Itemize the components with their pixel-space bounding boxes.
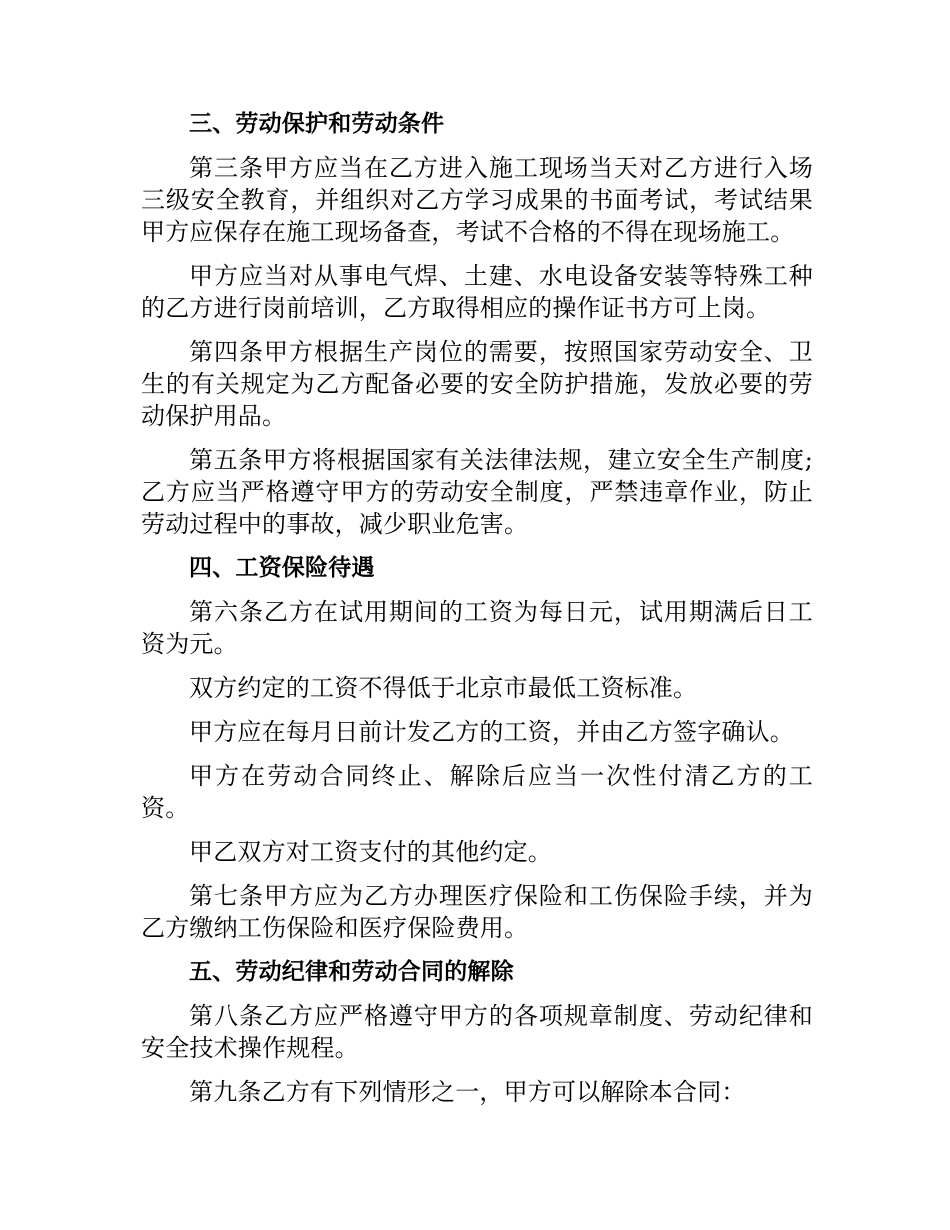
paragraph-article-8: 第八条乙方应严格遵守甲方的各项规章制度、劳动纪律和安全技术操作规程。	[141, 1002, 813, 1062]
paragraph-article-7: 第七条甲方应为乙方办理医疗保险和工伤保险手续，并为乙方缴纳工伤保险和医疗保险费用。	[141, 882, 813, 942]
document-page	[141, 108, 813, 1120]
section-heading-labor-protection: 三、劳动保护和劳动条件	[189, 111, 445, 137]
paragraph-final-pay: 甲方在劳动合同终止、解除后应当一次性付清乙方的工资。	[141, 762, 813, 822]
paragraph-special-training: 甲方应当对从事电气焊、土建、水电设备安装等特殊工种的乙方进行岗前培训，乙方取得相应的操作证书方可上岗。	[141, 262, 813, 322]
paragraph-article-5: 第五条甲方将根据国家有关法律法规，建立安全生产制度;乙方应当严格遵守甲方的劳动安全制度，严禁违章作业，防止劳动过程中的事故，减少职业危害。	[141, 446, 813, 538]
paragraph-article-3: 第三条甲方应当在乙方进入施工现场当天对乙方进行入场三级安全教育，并组织对乙方学习成果的书面考试，考试结果甲方应保存在施工现场备查，考试不合格的不得在现场施工。	[141, 154, 813, 246]
paragraph-article-6: 第六条乙方在试用期间的工资为每日元，试用期满后日工资为元。	[141, 598, 813, 658]
paragraph-other-wage-terms: 甲乙双方对工资支付的其他约定。	[189, 838, 552, 866]
section-heading-discipline-termination: 五、劳动纪律和劳动合同的解除	[189, 959, 514, 985]
paragraph-article-9: 第九条乙方有下列情形之一，甲方可以解除本合同：	[189, 1078, 746, 1106]
paragraph-pay-date: 甲方应在每月日前计发乙方的工资，并由乙方签字确认。	[189, 718, 794, 746]
paragraph-article-4: 第四条甲方根据生产岗位的需要，按照国家劳动安全、卫生的有关规定为乙方配备必要的安全防护措施，发放必要的劳动保护用品。	[141, 338, 813, 430]
section-heading-wage-insurance: 四、工资保险待遇	[189, 555, 375, 581]
paragraph-minimum-wage: 双方约定的工资不得低于北京市最低工资标准。	[189, 674, 698, 702]
